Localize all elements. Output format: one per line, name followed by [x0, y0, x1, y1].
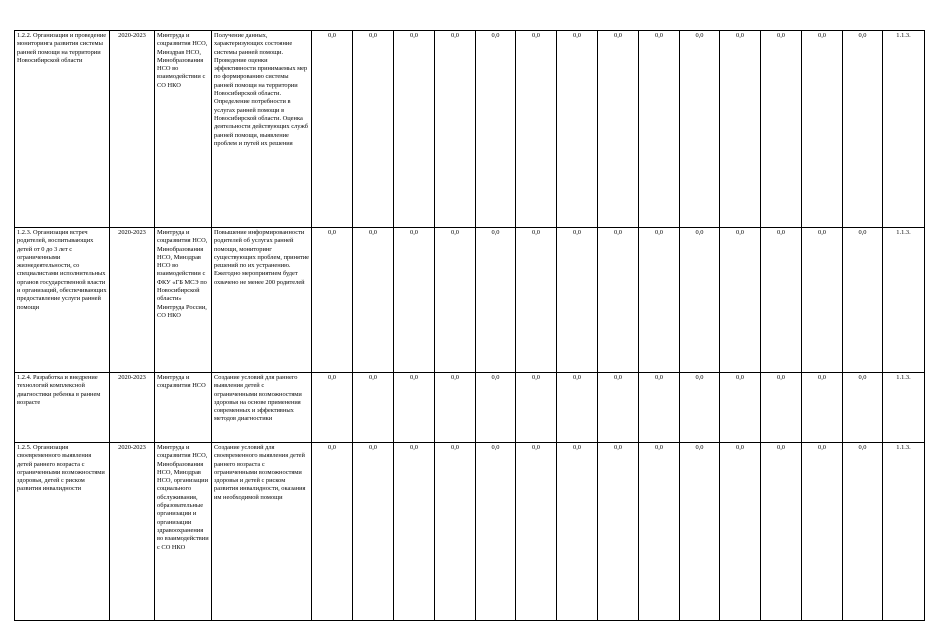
funding-value-cell: 0,0 [516, 443, 557, 621]
target-ref-cell: 1.1.3. [883, 443, 925, 621]
funding-value-cell: 0,0 [639, 31, 680, 228]
funding-value-cell: 0,0 [476, 31, 516, 228]
period-cell: 2020-2023 [110, 443, 155, 621]
funding-value-cell: 0,0 [598, 31, 639, 228]
funding-value-cell: 0,0 [312, 31, 353, 228]
funding-value-cell: 0,0 [312, 228, 353, 373]
executors-cell: Минтруда и соцразвития НСО [155, 373, 212, 443]
funding-value-cell: 0,0 [353, 443, 394, 621]
funding-value-cell: 0,0 [639, 373, 680, 443]
expected-result-cell: Создание условий для своевременного выявления детей раннего возраста с ограниченными возможностями здоровья и детей с риском развития инвалидности, оказания им необходимой помощи [212, 443, 312, 621]
funding-value-cell: 0,0 [720, 443, 761, 621]
funding-value-cell: 0,0 [761, 443, 802, 621]
target-ref-cell: 1.1.3. [883, 373, 925, 443]
expected-result-cell: Создание условий для раннего выявления детей с ограниченными возможностями здоровья на основе применения современных и эффективных методов диагностики [212, 373, 312, 443]
funding-value-cell: 0,0 [353, 31, 394, 228]
table-row [15, 443, 925, 621]
funding-value-cell: 0,0 [639, 228, 680, 373]
funding-value-cell: 0,0 [312, 443, 353, 621]
period-cell: 2020-2023 [110, 31, 155, 228]
funding-value-cell: 0,0 [680, 228, 720, 373]
funding-value-cell: 0,0 [353, 373, 394, 443]
funding-value-cell: 0,0 [761, 373, 802, 443]
funding-value-cell: 0,0 [557, 373, 598, 443]
funding-value-cell: 0,0 [394, 31, 435, 228]
funding-value-cell: 0,0 [598, 443, 639, 621]
funding-value-cell: 0,0 [761, 31, 802, 228]
funding-value-cell: 0,0 [557, 31, 598, 228]
funding-value-cell: 0,0 [476, 373, 516, 443]
funding-value-cell: 0,0 [761, 228, 802, 373]
measure-title-cell: 1.2.5. Организация своевременного выявления детей раннего возраста с ограниченными возможностями здоровья, детей с риском развития инвалидности [15, 443, 110, 621]
funding-value-cell: 0,0 [843, 373, 883, 443]
funding-value-cell: 0,0 [516, 228, 557, 373]
executors-cell: Минтруда и соцразвития НСО, Минобразования НСО, Минздрав НСО, организации социального обслуживания, образовательные организации и организации здравоохранения во взаимодействии с СО НКО [155, 443, 212, 621]
expected-result-cell: Получение данных, характеризующих состояние системы ранней помощи. Проведение оценки эффективности принимаемых мер по формированию системы ранней помощи на территории Новосибирской области. Определение потребности в услугах ранней помощи в Новосибирской области. Оценка деятельности действующих служб ранней помощи, выявление проблем и путей их решения [212, 31, 312, 228]
funding-value-cell: 0,0 [639, 443, 680, 621]
funding-value-cell: 0,0 [557, 443, 598, 621]
table-row [15, 31, 925, 228]
funding-value-cell: 0,0 [843, 443, 883, 621]
funding-value-cell: 0,0 [435, 228, 476, 373]
funding-value-cell: 0,0 [680, 373, 720, 443]
funding-value-cell: 0,0 [802, 31, 843, 228]
funding-value-cell: 0,0 [598, 373, 639, 443]
table-row [15, 373, 925, 443]
funding-value-cell: 0,0 [680, 443, 720, 621]
funding-value-cell: 0,0 [394, 443, 435, 621]
funding-value-cell: 0,0 [720, 373, 761, 443]
funding-value-cell: 0,0 [516, 31, 557, 228]
measure-title-cell: 1.2.2. Организация и проведение мониторинга развития системы ранней помощи на территории Новосибирской области [15, 31, 110, 228]
funding-value-cell: 0,0 [394, 228, 435, 373]
measure-title-cell: 1.2.4. Разработка и внедрение технологий комплексной диагностики ребенка в раннем возрасте [15, 373, 110, 443]
program-measures-table [14, 30, 925, 621]
funding-value-cell: 0,0 [843, 228, 883, 373]
period-cell: 2020-2023 [110, 228, 155, 373]
funding-value-cell: 0,0 [394, 373, 435, 443]
funding-value-cell: 0,0 [435, 373, 476, 443]
funding-value-cell: 0,0 [435, 31, 476, 228]
funding-value-cell: 0,0 [720, 31, 761, 228]
expected-result-cell: Повышение информированности родителей об услугах ранней помощи, мониторинг существующих проблем, принятие решений по их устранению. Ежегодно мероприятием будет охвачено не менее 200 родителей [212, 228, 312, 373]
executors-cell: Минтруда и соцразвития НСО, Минздрав НСО, Минобразования НСО во взаимодействии с СО НКО [155, 31, 212, 228]
funding-value-cell: 0,0 [353, 228, 394, 373]
funding-value-cell: 0,0 [680, 31, 720, 228]
executors-cell: Минтруда и соцразвития НСО, Минобразования НСО, Минздрав НСО во взаимодействии с ФКУ «ГБ МСЭ по Новосибирской области» Минтруда России, СО НКО [155, 228, 212, 373]
measure-title-cell: 1.2.3. Организация встреч родителей, воспитывающих детей от 0 до 3 лет с ограниченными жизнедеятельности, со специалистами исполнительных органов государственной власти и организаций, обеспечивающих предоставление услуги ранней помощи [15, 228, 110, 373]
target-ref-cell: 1.1.3. [883, 228, 925, 373]
funding-value-cell: 0,0 [598, 228, 639, 373]
funding-value-cell: 0,0 [802, 443, 843, 621]
funding-value-cell: 0,0 [435, 443, 476, 621]
funding-value-cell: 0,0 [720, 228, 761, 373]
funding-value-cell: 0,0 [557, 228, 598, 373]
funding-value-cell: 0,0 [802, 373, 843, 443]
funding-value-cell: 0,0 [802, 228, 843, 373]
funding-value-cell: 0,0 [516, 373, 557, 443]
funding-value-cell: 0,0 [476, 228, 516, 373]
funding-value-cell: 0,0 [476, 443, 516, 621]
period-cell: 2020-2023 [110, 373, 155, 443]
funding-value-cell: 0,0 [312, 373, 353, 443]
target-ref-cell: 1.1.3. [883, 31, 925, 228]
funding-value-cell: 0,0 [843, 31, 883, 228]
table-row [15, 228, 925, 373]
